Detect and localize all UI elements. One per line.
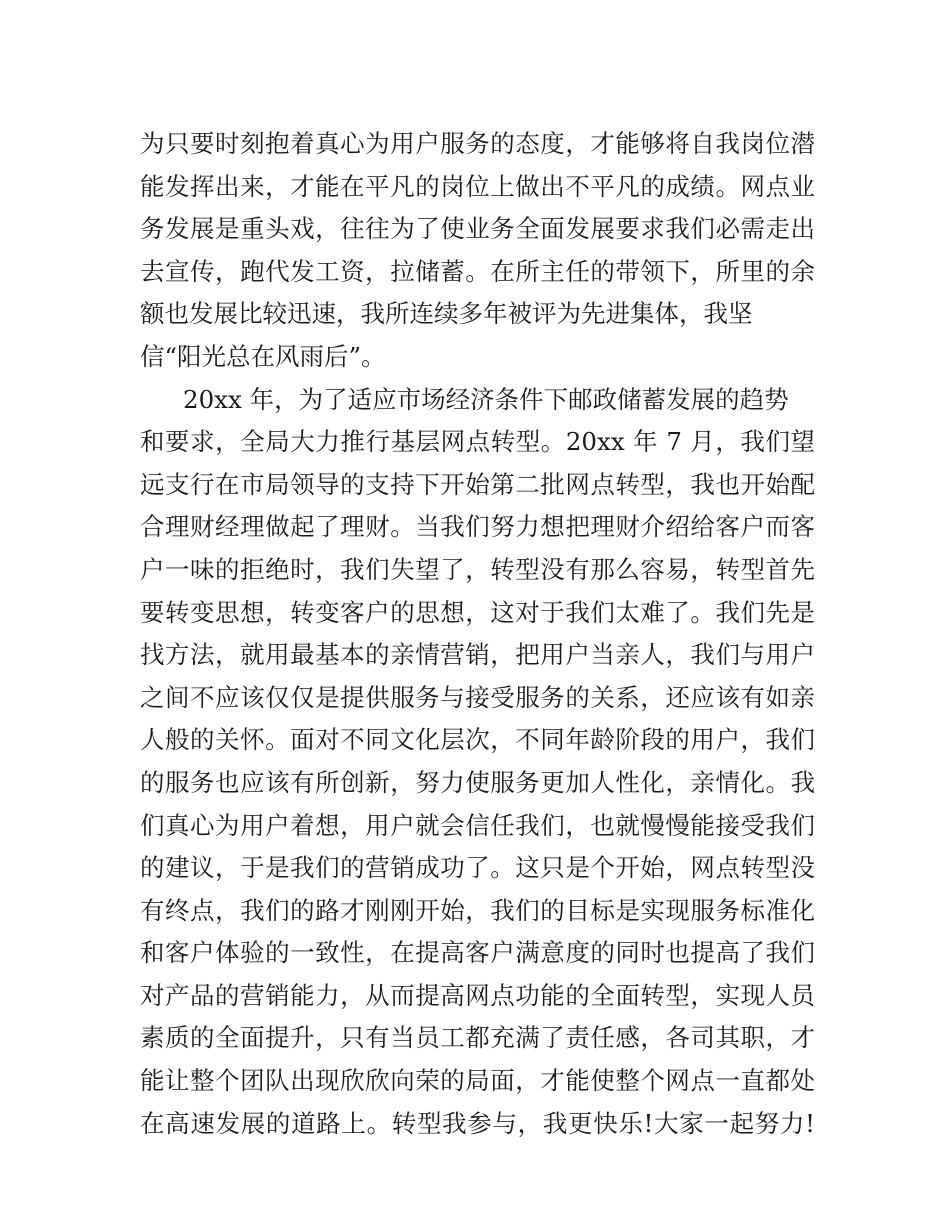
text-line: 在高速发展的道路上。转型我参与，我更快乐!大家一起努力! [140,1108,815,1138]
text-line: 人般的关怀。面对不同文化层次，不同年龄阶段的用户，我们 [140,725,815,755]
text-line: 和客户体验的一致性，在提高客户满意度的同时也提高了我们 [140,938,815,968]
text-line: 户一味的拒绝时，我们失望了，转型没有那么容易，转型首先 [140,554,815,584]
text-line: 能发挥出来，才能在平凡的岗位上做出不平凡的成绩。网点业 [140,171,815,201]
text-line: 和要求，全局大力推行基层网点转型。20xx 年 7 月，我们望 [140,427,815,457]
text-line: 额也发展比较迅速，我所连续多年被评为先进集体，我坚 [140,299,753,329]
text-line: 合理财经理做起了理财。当我们努力想把理财介绍给客户而客 [140,512,815,542]
text-line: 的服务也应该有所创新，努力使服务更加人性化，亲情化。我 [140,767,815,797]
text-line: 要转变思想，转变客户的思想，这对于我们太难了。我们先是 [140,597,815,627]
text-line: 找方法，就用最基本的亲情营销，把用户当亲人，我们与用户 [140,640,815,670]
text-line: 远支行在市局领导的支持下开始第二批网点转型，我也开始配 [140,469,815,499]
text-line: 之间不应该仅仅是提供服务与接受服务的关系，还应该有如亲 [140,682,815,712]
text-line: 能让整个团队出现欣欣向荣的局面，才能使整个网点一直都处 [140,1066,815,1096]
text-line: 为只要时刻抱着真心为用户服务的态度，才能够将自我岗位潜 [140,129,815,158]
text-line: 务发展是重头戏，往往为了使业务全面发展要求我们必需走出 [140,214,815,244]
text-line: 信“阳光总在风雨后”。 [140,341,386,371]
paragraph-2 [140,379,815,1146]
text-line: 去宣传，跑代发工资，拉储蓄。在所主任的带领下，所里的余 [140,256,815,286]
text-line: 们真心为用户着想，用户就会信任我们，也就慢慢能接受我们 [140,810,815,840]
text-line: 的建议，于是我们的营销成功了。这只是个开始，网点转型没 [140,853,815,883]
text-line: 20xx 年，为了适应市场经济条件下邮政储蓄发展的趋势 [183,384,789,414]
paragraph-1 [140,123,815,379]
text-line: 对产品的营销能力，从而提高网点功能的全面转型，实现人员 [140,980,815,1010]
body-text [140,123,815,1145]
text-line: 有终点，我们的路才刚刚开始，我们的目标是实现服务标准化 [140,895,815,925]
text-line: 素质的全面提升，只有当员工都充满了责任感，各司其职，才 [140,1023,815,1053]
